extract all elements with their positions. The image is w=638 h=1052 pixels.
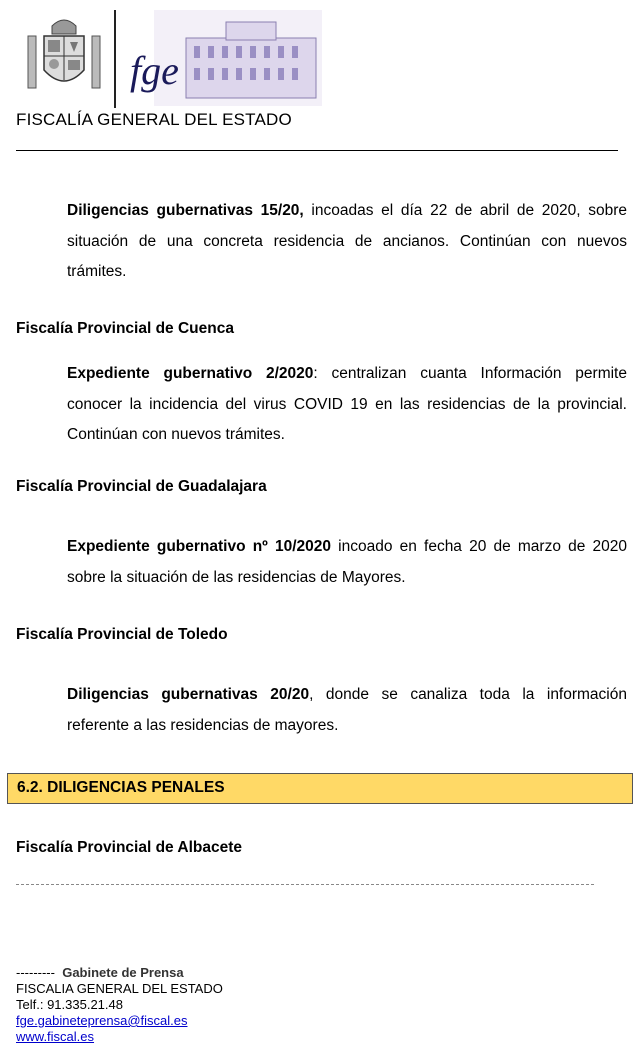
- letterhead: [0, 0, 638, 160]
- logo-text: fge: [130, 48, 179, 93]
- paragraph-2: [67, 359, 627, 451]
- ref-bold: Diligencias gubernativas 15/20,: [67, 202, 304, 219]
- heading-guadalajara: Fiscalía Provincial de Guadalajara: [16, 478, 267, 495]
- ref-text: incoadas el día 22 de abril de 2020, sobre situación de una concreta residencia de ancianos. Continúan con nuevos trámites.: [67, 202, 627, 280]
- footer-press-label: Gabinete de Prensa: [62, 965, 184, 980]
- footer-dashes: ---------: [16, 965, 55, 980]
- ref-text: , donde se canaliza toda la información referente a las residencias de mayores.: [67, 686, 627, 734]
- paragraph-4: [67, 680, 627, 741]
- org-title: FISCALÍA GENERAL DEL ESTADO: [16, 110, 292, 129]
- ref-bold: Expediente gubernativo 2/2020: [67, 365, 314, 382]
- dashed-separator: [16, 884, 594, 885]
- heading-toledo: Fiscalía Provincial de Toledo: [16, 626, 228, 643]
- ref-bold: Expediente gubernativo nº 10/2020: [67, 538, 332, 555]
- heading-cuenca: Fiscalía Provincial de Cuenca: [16, 320, 234, 337]
- footer-org: FISCALIA GENERAL DEL ESTADO: [16, 981, 223, 996]
- footer-phone: Telf.: 91.335.21.48: [16, 997, 123, 1012]
- footer-web-link[interactable]: www.fiscal.es: [16, 1029, 95, 1044]
- footer: [16, 965, 223, 1045]
- paragraph-3: [67, 532, 627, 593]
- footer-email-link[interactable]: fge.gabineteprensa@fiscal.es: [16, 1013, 188, 1028]
- header-divider: [114, 10, 116, 108]
- ref-text: : centralizan cuanta Información permite conocer la incidencia del virus COVID 19 en las residencias de la provincial. Continúan con nuevos trámites.: [67, 365, 627, 443]
- ref-text: incoado en fecha 20 de marzo de 2020 sobre la situación de las residencias de Mayores.: [67, 538, 627, 586]
- paragraph-1: [67, 196, 627, 288]
- fge-logo: [126, 8, 326, 108]
- section-title: 6.2. DILIGENCIAS PENALES: [17, 779, 225, 796]
- coat-of-arms-icon: [24, 14, 104, 96]
- header-rule: [16, 150, 618, 151]
- ref-bold: Diligencias gubernativas 20/20: [67, 686, 310, 703]
- heading-albacete: Fiscalía Provincial de Albacete: [16, 839, 242, 856]
- section-header: [7, 773, 633, 804]
